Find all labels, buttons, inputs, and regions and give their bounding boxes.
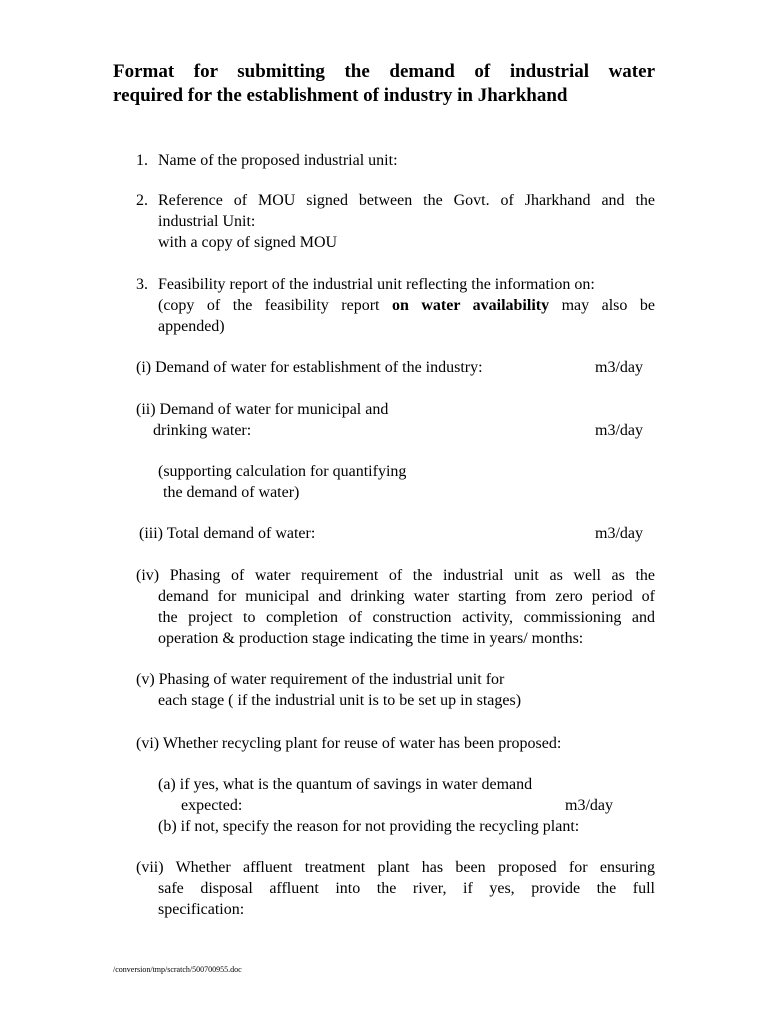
footer-file-path: /conversion/tmp/scratch/500700955.doc — [113, 965, 242, 974]
sub-iv-line-3: the project to completion of construction activity, commissioning and — [158, 609, 655, 626]
item-2-line-3: with a copy of signed MOU — [158, 234, 338, 251]
item-2-number: 2. — [136, 192, 148, 209]
support-line-1: (supporting calculation for quantifying — [158, 463, 407, 480]
sub-ii-line-1: (ii) Demand of water for municipal and — [136, 401, 389, 418]
item-3-line-2 — [158, 295, 655, 316]
item-3-line-2-post: may also be — [549, 297, 655, 314]
sub-vi-a-unit: m3/day — [565, 797, 613, 814]
sub-vi-b-text: (b) if not, specify the reason for not providing the recycling plant: — [158, 818, 580, 835]
item-1-number: 1. — [136, 152, 148, 169]
sub-i-text: (i) Demand of water for establishment of the industry: — [136, 359, 483, 376]
item-3-line-2-bold: on water availability — [391, 297, 550, 314]
item-3-number: 3. — [136, 276, 148, 293]
sub-iii-unit: m3/day — [595, 525, 643, 542]
item-1-text: Name of the proposed industrial unit: — [158, 152, 398, 169]
title-line-2: required for the establishment of industry in Jharkhand — [113, 85, 568, 106]
title-line-1: Format for submitting the demand of industrial water — [113, 61, 655, 82]
item-3-line-3: appended) — [158, 318, 225, 335]
sub-vi-text: (vi) Whether recycling plant for reuse of water has been proposed: — [136, 735, 562, 752]
sub-iv-line-2: demand for municipal and drinking water starting from zero period of — [158, 588, 655, 605]
sub-vi-a-line-2: expected: — [181, 797, 243, 814]
item-2-line-1: Reference of MOU signed between the Govt. of Jharkhand and the — [158, 192, 655, 209]
sub-vii-line-1: (vii) Whether affluent treatment plant has been proposed for ensuring — [136, 859, 655, 876]
sub-iii-text: (iii) Total demand of water: — [139, 525, 316, 542]
sub-vi-a-line-1: (a) if yes, what is the quantum of savings in water demand — [158, 776, 533, 793]
sub-iv-line-1: (iv) Phasing of water requirement of the industrial unit as well as the — [136, 567, 655, 584]
document-title — [113, 60, 655, 108]
sub-ii-line-2: drinking water: — [153, 422, 252, 439]
support-line-2: the demand of water) — [163, 484, 300, 501]
sub-ii-unit: m3/day — [595, 422, 643, 439]
item-3-line-1: Feasibility report of the industrial unit reflecting the information on: — [158, 276, 595, 293]
sub-v-line-1: (v) Phasing of water requirement of the industrial unit for — [136, 671, 505, 688]
sub-vii-line-2: safe disposal affluent into the river, if yes, provide the full — [158, 880, 655, 897]
sub-i-unit: m3/day — [595, 359, 643, 376]
sub-iv-line-4: operation & production stage indicating the time in years/ months: — [158, 630, 584, 647]
sub-vii-line-3: specification: — [158, 901, 245, 918]
sub-v-line-2: each stage ( if the industrial unit is to be set up in stages) — [158, 692, 522, 709]
item-2-line-2: industrial Unit: — [158, 213, 256, 230]
item-3-line-2-pre: (copy of the feasibility report — [158, 297, 392, 314]
